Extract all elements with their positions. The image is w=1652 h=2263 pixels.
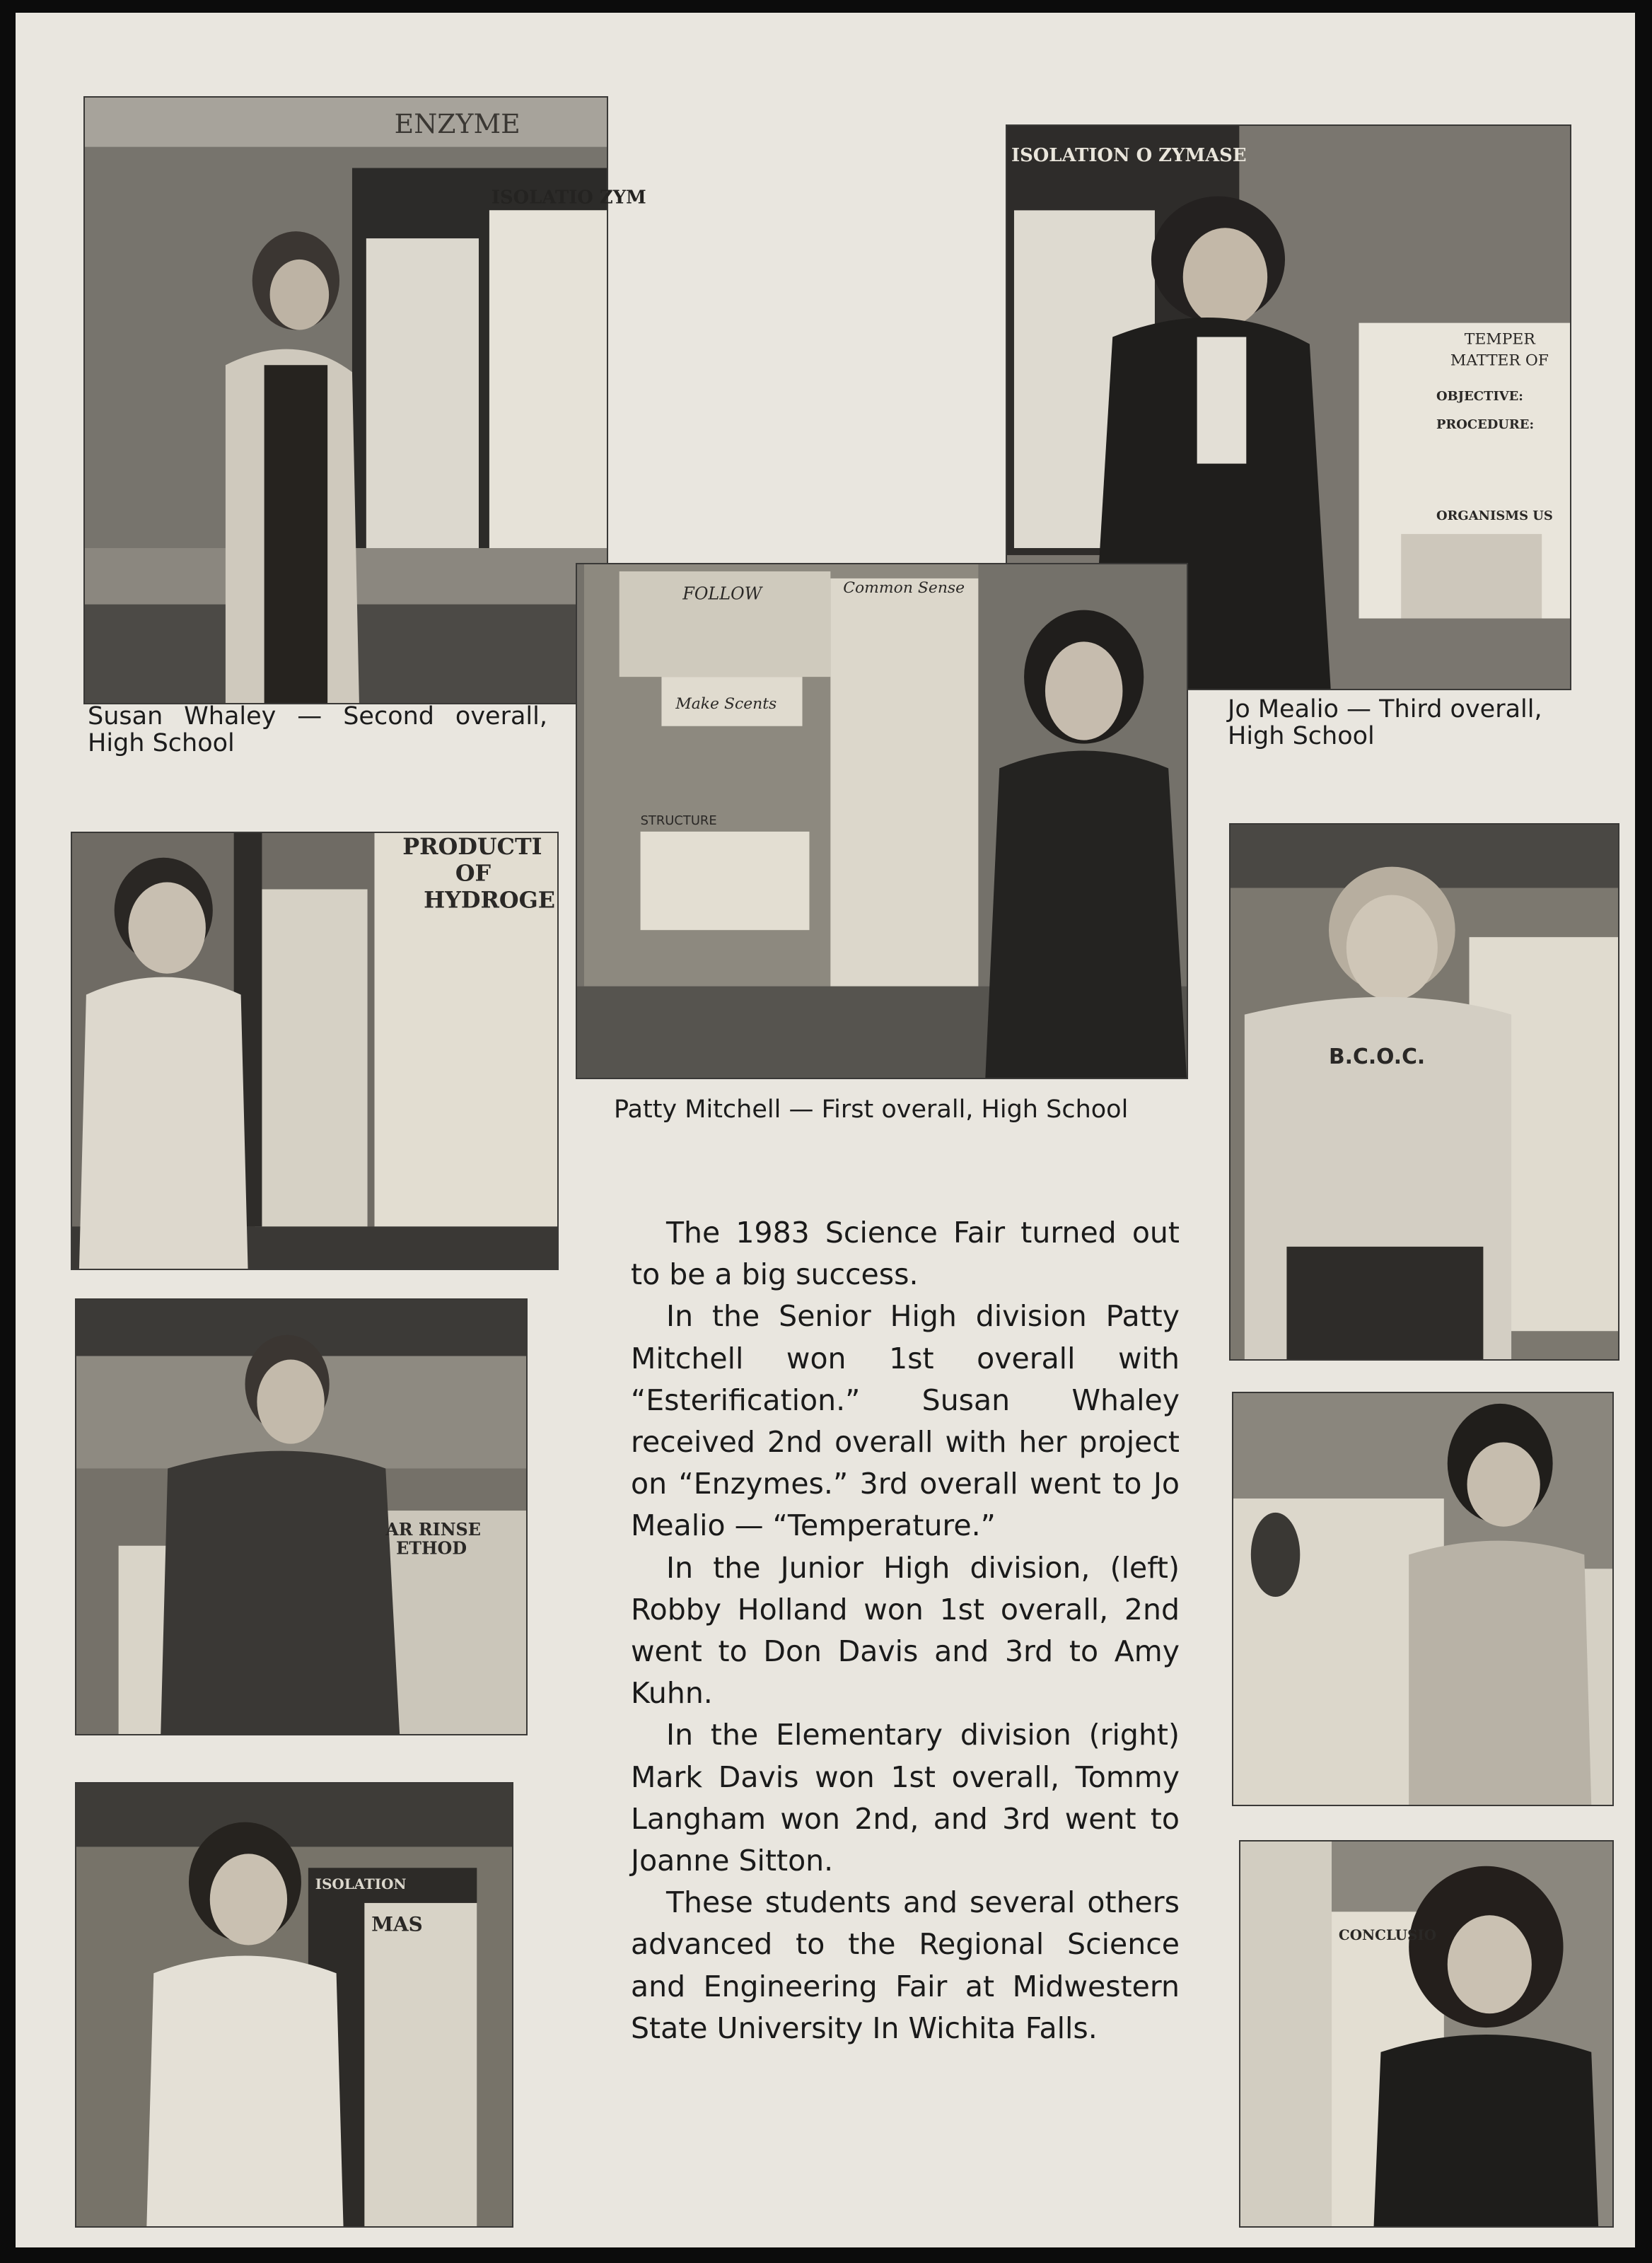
article-paragraph: The 1983 Science Fair turned out to be a big success. — [631, 1216, 1180, 1292]
photo-sign-patty-0: FOLLOW — [682, 583, 762, 604]
photo-sign-don-1: ETHOD — [396, 1538, 467, 1559]
photo-sign-robby-0: PRODUCTI — [402, 833, 542, 860]
caption-line: High School — [88, 729, 235, 757]
caption-patty-mitchell — [614, 1096, 1180, 1123]
article-paragraph: In the Elementary division (right) Mark Davis won 1st overall, Tommy Langham won 2nd, and 3rd went to Joanne Sitton. — [631, 1718, 1180, 1878]
photo-amy-kuhn — [75, 1782, 513, 2228]
article-paragraph: In the Junior High division, (left) Robby Holland won 1st overall, 2nd went to Don Davis and 3rd to Amy Kuhn. — [631, 1550, 1180, 1711]
caption-line: Patty Mitchell — First overall, High School — [614, 1095, 1129, 1124]
yearbook-page — [16, 13, 1635, 2247]
photo-sign-jo-sign-2: OBJECTIVE: — [1436, 389, 1523, 405]
photo-sign-jo-board: ISOLATION O ZYMASE — [1011, 144, 1247, 166]
photo-sign-jo-sign-4: ORGANISMS US — [1436, 508, 1553, 524]
caption-line: Susan Whaley — Second overall, — [88, 702, 547, 731]
photo-tommy-langham — [1232, 1392, 1614, 1806]
photo-sign-susan-board: ISOLATIO ZYM — [491, 187, 646, 209]
photo-sign-jo-sign-1: MATTER OF — [1450, 351, 1549, 370]
photo-patty-mitchell — [576, 563, 1188, 1079]
photo-susan-whaley — [83, 96, 646, 704]
article-body — [631, 1212, 1180, 2049]
photo-sign-mark-shirt: B.C.O.C. — [1328, 1045, 1426, 1070]
photo-sign-jo-sign-3: PROCEDURE: — [1436, 417, 1535, 432]
photo-sign-susan-top: ENZYME — [394, 107, 520, 139]
photo-sign-patty-2: Make Scents — [675, 694, 777, 713]
photo-mark-davis — [1229, 823, 1619, 1361]
photo-joanne-sitton — [1239, 1840, 1614, 2228]
photo-sign-patty-1: Common Sense — [843, 578, 965, 597]
caption-line: High School — [1228, 722, 1375, 750]
photo-sign-amy-0: ISOLATION — [315, 1875, 407, 1893]
photo-sign-robby-1: OF — [455, 860, 491, 887]
photo-sign-joanne-board: CONCLUSIO — [1338, 1926, 1437, 1943]
article-paragraph: These students and several others advanced to the Regional Science and Engineering Fair at Midwestern State University In Wichita Falls. — [631, 1885, 1180, 2045]
caption-susan-whaley — [88, 703, 547, 757]
photo-sign-robby-2: HYDROGE — [424, 887, 556, 914]
photo-sign-jo-sign-0: TEMPER — [1464, 330, 1535, 349]
caption-line: Jo Mealio — Third overall, — [1228, 695, 1542, 723]
photo-don-davis — [75, 1298, 528, 1735]
photo-sign-patty-3: STRUCTURE — [640, 813, 717, 828]
photo-sign-don-0: AR RINSE — [385, 1519, 481, 1540]
photo-sign-amy-1: MAS — [371, 1912, 423, 1936]
photo-robby-holland — [71, 832, 559, 1270]
article-paragraph: In the Senior High division Patty Mitchell won 1st overall with “Esterification.” Susan Whaley received 2nd overall with her project on “Enzymes.” 3rd overall went to Jo Mealio — “Temperature.” — [631, 1299, 1180, 1543]
caption-jo-mealio — [1228, 696, 1581, 750]
